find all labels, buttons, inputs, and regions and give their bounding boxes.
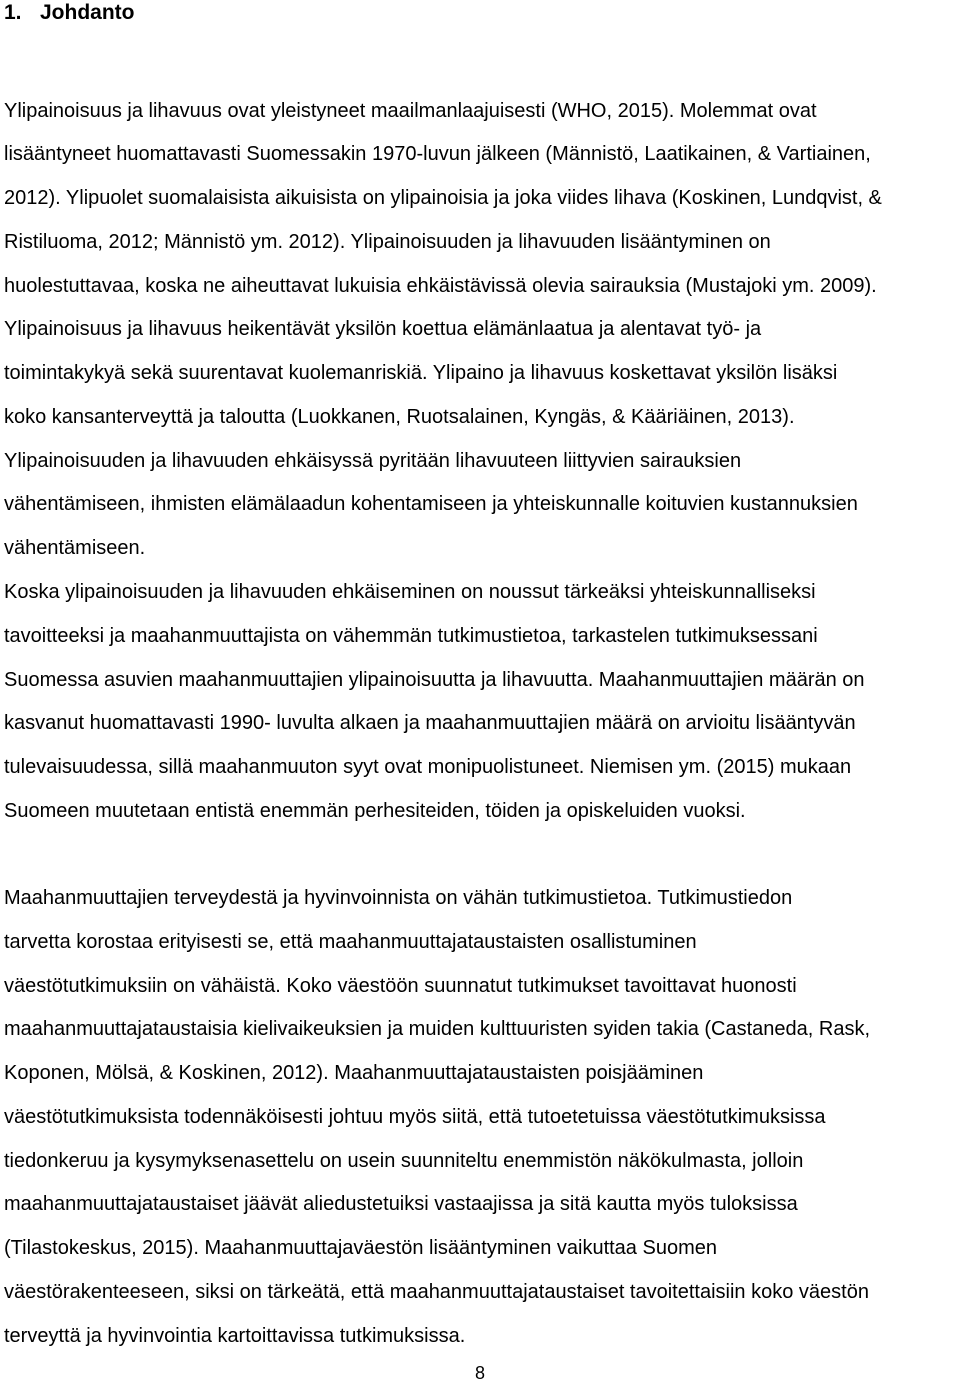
paragraph-line: Ristiluoma, 2012; Männistö ym. 2012). Ylipainoisuuden ja lihavuuden lisääntyminen on: [4, 231, 771, 253]
paragraph-line: toimintakykyä sekä suurentavat kuolemanriskiä. Ylipaino ja lihavuus koskettavat yksilön lisäksi: [4, 362, 838, 384]
paragraph-line: koko kansanterveyttä ja taloutta (Luokkanen, Ruotsalainen, Kyngäs, & Kääriäinen, 2013).: [4, 406, 795, 428]
paragraph-line: Ylipainoisuus ja lihavuus ovat yleistyneet maailmanlaajuisesti (WHO, 2015). Molemmat ovat: [4, 100, 817, 122]
paragraph-line: vähentämiseen, ihmisten elämälaadun kohentamiseen ja yhteiskunnalle koituvien kustannuksien: [4, 493, 858, 515]
paragraph-line: tavoitteeksi ja maahanmuuttajista on vähemmän tutkimustietoa, tarkastelen tutkimuksessani: [4, 625, 818, 647]
paragraph-line: (Tilastokeskus, 2015). Maahanmuuttajaväestön lisääntyminen vaikuttaa Suomen: [4, 1237, 717, 1259]
paragraph-line: väestötutkimuksista todennäköisesti johtuu myös siitä, että tutoetetuissa väestötutkimuksissa: [4, 1106, 826, 1128]
paragraph-line: 2012). Ylipuolet suomalaisista aikuisista on ylipainoisia ja joka viides lihava (Koskinen, Lundqvist, &: [4, 187, 882, 209]
paragraph-line: Maahanmuuttajien terveydestä ja hyvinvoinnista on vähän tutkimustietoa. Tutkimustiedon: [4, 887, 793, 909]
paragraph-line: väestötutkimuksiin on vähäistä. Koko väestöön suunnatut tutkimukset tavoittavat huonosti: [4, 975, 797, 997]
paragraph-line: huolestuttavaa, koska ne aiheuttavat lukuisia ehkäistävissä olevia sairauksia (Mustajoki ym. 2009).: [4, 275, 877, 297]
paragraph-line: maahanmuuttajataustaiset jäävät aliedustetuiksi vastaajissa ja sitä kautta myös tuloksissa: [4, 1193, 798, 1215]
paragraph-line: Koponen, Mölsä, & Koskinen, 2012). Maahanmuuttajataustaisten poisjääminen: [4, 1062, 704, 1084]
section-title: Johdanto: [40, 1, 135, 24]
paragraph-line: lisääntyneet huomattavasti Suomessakin 1970-luvun jälkeen (Männistö, Laatikainen, & Vartiainen,: [4, 143, 871, 165]
paragraph-line: tiedonkeruu ja kysymyksenasettelu on usein suunniteltu enemmistön näkökulmasta, jolloin: [4, 1150, 804, 1172]
paragraph-line: tarvetta korostaa erityisesti se, että maahanmuuttajataustaisten osallistuminen: [4, 931, 697, 953]
paragraph-line: Suomeen muutetaan entistä enemmän perhesiteiden, töiden ja opiskeluiden vuoksi.: [4, 800, 746, 822]
paragraph-line: väestörakenteeseen, siksi on tärkeätä, että maahanmuuttajataustaiset tavoitettaisiin koko väestön: [4, 1281, 869, 1303]
paragraph-line: Suomessa asuvien maahanmuuttajien ylipainoisuutta ja lihavuutta. Maahanmuuttajien määrän on: [4, 669, 865, 691]
paragraph-line: maahanmuuttajataustaisia kielivaikeuksien ja muiden kulttuuristen syiden takia (Castaneda, Rask,: [4, 1018, 871, 1040]
section-number: 1.: [4, 1, 22, 24]
paragraph-line: Ylipainoisuus ja lihavuus heikentävät yksilön koettua elämänlaatua ja alentavat työ- ja: [4, 318, 762, 340]
paragraph-line: tulevaisuudessa, sillä maahanmuuton syyt ovat monipuolistuneet. Niemisen ym. (2015) mukaan: [4, 756, 852, 778]
paragraph-line: Koska ylipainoisuuden ja lihavuuden ehkäiseminen on noussut tärkeäksi yhteiskunnalliseksi: [4, 581, 816, 603]
section-heading: [4, 0, 135, 26]
paragraph-line: Ylipainoisuuden ja lihavuuden ehkäisyssä pyritään lihavuuteen liittyvien sairauksien: [4, 450, 742, 472]
paragraph-line: vähentämiseen.: [4, 537, 146, 559]
page-number: 8: [474, 1363, 485, 1383]
paragraph-line: kasvanut huomattavasti 1990- luvulta alkaen ja maahanmuuttajien määrä on arvioitu lisääntyvän: [4, 712, 856, 734]
paragraph-line: terveyttä ja hyvinvointia kartoittavissa tutkimuksissa.: [4, 1325, 466, 1347]
